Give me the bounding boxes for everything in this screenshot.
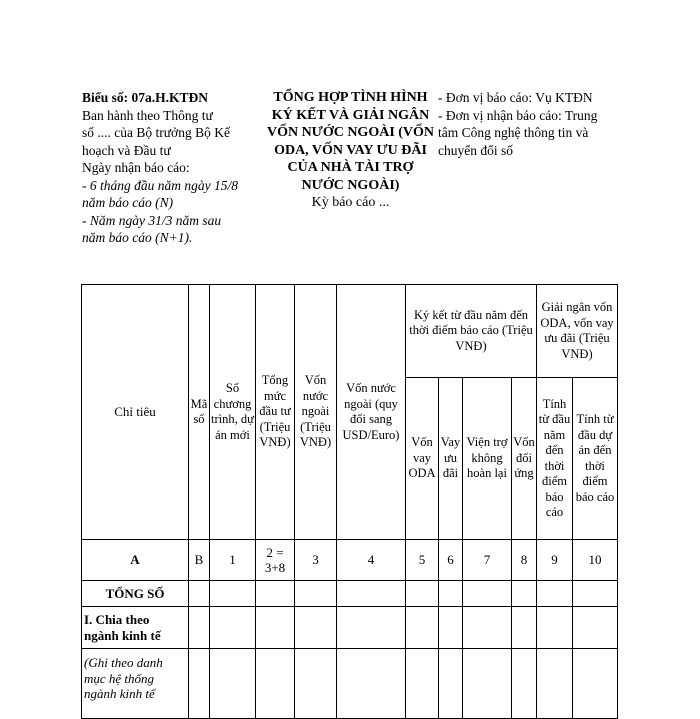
row-section-label: I. Chia theo ngành kinh tế — [82, 607, 189, 649]
header-tong-muc: Tổng mức đầu tư (Triệu VNĐ) — [256, 285, 295, 540]
issued-line: số .... của Bộ trưởng Bộ Kế — [82, 125, 230, 140]
form-number: Biểu số: 07a.H.KTĐN — [82, 90, 209, 105]
code-cell: 8 — [512, 540, 537, 581]
header-von-quy-doi: Vốn nước ngoài (quy đổi sang USD/Euro) — [337, 285, 406, 540]
title-line: KÝ KẾT VÀ GIẢI NGÂN — [271, 107, 430, 123]
header-von-vay-oda: Vốn vay ODA — [406, 378, 439, 540]
header-giai-ngan: Giải ngân vốn ODA, vốn vay ưu đãi (Triệu VNĐ) — [537, 285, 618, 378]
issued-line: Ban hành theo Thông tư — [82, 107, 213, 123]
deadline-line: - Năm ngày 31/3 năm sau — [82, 212, 222, 228]
received-label: Ngày nhận báo cáo: — [82, 160, 190, 175]
title-line: ODA, VỐN VAY ƯU ĐÃI — [274, 142, 427, 158]
header-tu-dau-nam: Tính từ đầu năm đến thời điểm báo cáo — [537, 378, 573, 540]
header-vien-tro: Viện trợ không hoàn lại — [463, 378, 512, 540]
report-units — [438, 89, 638, 159]
code-row — [82, 540, 618, 581]
deadline-line: năm báo cáo (N) — [82, 195, 174, 210]
report-table — [81, 284, 618, 719]
code-cell: 4 — [337, 540, 406, 581]
title-line: TỔNG HỢP TÌNH HÌNH — [273, 90, 428, 105]
title-line: VỐN NƯỚC NGOÀI (VỐN — [266, 125, 435, 140]
issued-line: hoạch và Đầu tư — [82, 142, 171, 158]
title-line: NƯỚC NGOÀI) — [301, 177, 400, 193]
deadline-line: - 6 tháng đầu năm ngày 15/8 — [82, 177, 238, 193]
code-cell: 5 — [406, 540, 439, 581]
code-cell: B — [189, 540, 210, 581]
header-so-chuong-trinh: Số chương trình, dự án mới — [210, 285, 256, 540]
code-cell: 3 — [295, 540, 337, 581]
header-von-nuoc-ngoai: Vốn nước ngoài (Triệu VNĐ) — [295, 285, 337, 540]
table-row — [82, 649, 618, 719]
table-row — [82, 581, 618, 607]
code-cell: 10 — [573, 540, 618, 581]
unit-line: - Đơn vị nhận báo cáo: Trung — [438, 107, 598, 123]
report-period: Kỳ báo cáo ... — [311, 195, 390, 210]
deadline-line: năm báo cáo (N+1). — [82, 230, 193, 245]
title-line: CỦA NHÀ TÀI TRỢ — [287, 160, 414, 175]
header-ma-so: Mã số — [189, 285, 210, 540]
row-note-label: (Ghi theo danh mục hệ thống ngành kinh tế — [82, 649, 189, 719]
code-cell: 2 = 3+8 — [256, 540, 295, 581]
code-cell: 1 — [210, 540, 256, 581]
code-cell: 6 — [439, 540, 463, 581]
unit-line: tâm Công nghệ thông tin và — [438, 125, 589, 140]
row-total-label: TỔNG SỐ — [82, 581, 189, 607]
code-cell: 7 — [463, 540, 512, 581]
header-ky-ket: Ký kết từ đầu năm đến thời điểm báo cáo (Triệu VNĐ) — [406, 285, 537, 378]
unit-line: chuyển đổi số — [438, 142, 513, 158]
header-von-doi-ung: Vốn đối ứng — [512, 378, 537, 540]
report-title — [258, 89, 443, 212]
unit-line: - Đơn vị báo cáo: Vụ KTĐN — [438, 90, 593, 105]
table-row — [82, 607, 618, 649]
header-tu-dau-du-an: Tính từ đầu dự án đến thời điểm báo cáo — [573, 378, 618, 540]
header-chi-tieu: Chỉ tiêu — [82, 285, 189, 540]
code-cell: 9 — [537, 540, 573, 581]
header-vay-uu-dai: Vay ưu đãi — [439, 378, 463, 540]
code-cell: A — [82, 540, 189, 581]
form-info — [82, 89, 262, 247]
